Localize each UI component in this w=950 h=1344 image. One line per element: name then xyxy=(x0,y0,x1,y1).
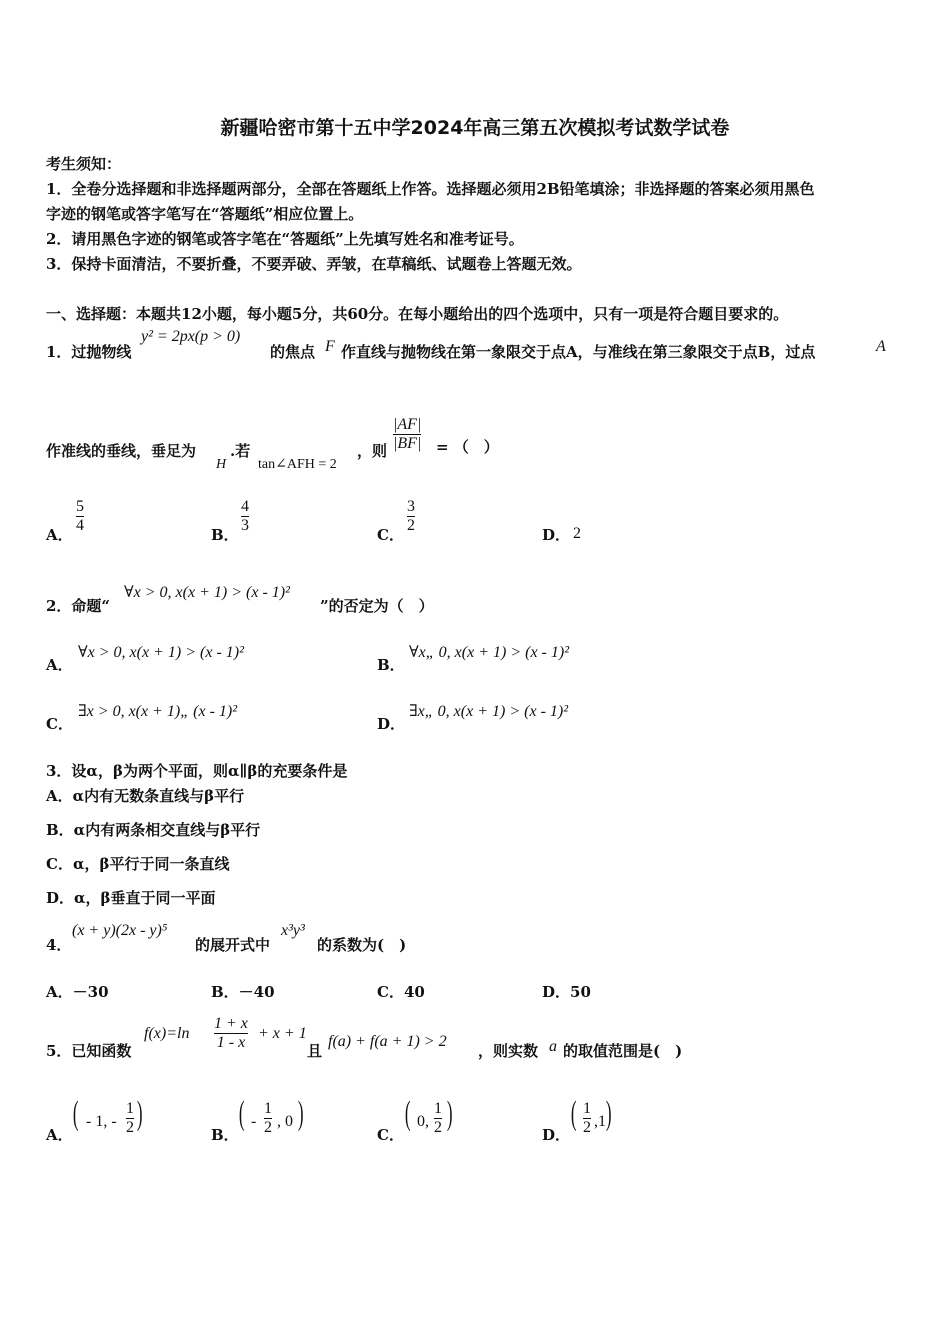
q2-option-B-value: ∀x„ 0, x(x + 1) > (x - 1)² xyxy=(409,644,569,661)
q1-option-C-label: C． xyxy=(377,526,404,544)
q5-condition: f(a) + f(a + 1) > 2 xyxy=(328,1033,447,1050)
notice-item-3: 3．保持卡面清洁，不要折叠，不要弄破、弄皱，在草稿纸、试题卷上答题无效。 xyxy=(46,255,582,273)
q2-option-D-label: D． xyxy=(377,715,406,733)
q2-option-C-label: C． xyxy=(46,715,73,733)
q1-point-A: A xyxy=(876,338,886,355)
q5-suffix: ，则实数 xyxy=(478,1042,539,1060)
q1-line2d: = （ ） xyxy=(436,438,499,456)
q5-suffix2: 的取值范围是( ) xyxy=(563,1042,683,1060)
q1-line2a: 作准线的垂线，垂足为 xyxy=(46,442,197,460)
q1-option-D-value: 2 xyxy=(573,525,581,542)
q5-and: 且 xyxy=(307,1042,323,1060)
q5-option-B-label: B． xyxy=(211,1126,239,1144)
q1-point-H: H xyxy=(216,457,227,472)
q4-option-A: A．－30 xyxy=(46,983,109,1001)
q5-variable-a: a xyxy=(549,1038,557,1055)
notice-item-2: 2．请用黑色字迹的钢笔或答字笔在“答题纸”上先填写姓名和准考证号。 xyxy=(46,230,524,248)
q3-option-A: A．α内有无数条直线与β平行 xyxy=(46,787,245,805)
q5-option-D-label: D． xyxy=(542,1126,571,1144)
q1-line2c: ，则 xyxy=(357,442,388,460)
page-title: 新疆哈密市第十五中学2024年高三第五次模拟考试数学试卷 xyxy=(220,117,730,139)
q5-option-C-label: C． xyxy=(377,1126,404,1144)
q1-text2: 作直线与抛物线在第一象限交于点A，与准线在第三象限交于点B，过点 xyxy=(341,343,816,361)
q2-suffix: ”的否定为（ ） xyxy=(320,597,434,615)
q5-function-right: + x + 1 xyxy=(258,1025,307,1042)
q1-text1: 的焦点 xyxy=(270,343,316,361)
q1-prefix: 1．过抛物线 xyxy=(46,343,132,361)
q3-option-D: D．α，β垂直于同一平面 xyxy=(46,889,216,907)
section-heading: 一、选择题：本题共12小题，每小题5分，共60分。在每小题给出的四个选项中，只有一项是符合题目要求的。 xyxy=(46,305,789,323)
q4-suffix: 的系数为( ) xyxy=(317,936,407,954)
q2-option-A-label: A． xyxy=(46,656,73,674)
notice-heading: 考生须知： xyxy=(46,155,122,173)
q2-option-D-value: ∃x„ 0, x(x + 1) > (x - 1)² xyxy=(409,703,569,720)
q2-proposition: ∀x > 0, x(x + 1) > (x - 1)² xyxy=(124,584,290,601)
q1-option-A-value: 5 4 xyxy=(76,498,84,534)
q4-option-C: C．40 xyxy=(377,983,425,1001)
q1-option-C-value: 3 2 xyxy=(407,498,415,534)
q5-function-fraction: 1 + x 1 - x xyxy=(214,1015,248,1051)
q1-line2b: .若 xyxy=(230,442,251,460)
q4-text: 的展开式中 xyxy=(195,936,271,954)
notice-item-1: 1．全卷分选择题和非选择题两部分，全部在答题纸上作答。选择题必须用2B铅笔填涂；非选择题的答案必须用黑色 xyxy=(46,180,815,198)
q2-option-C-value: ∃x > 0, x(x + 1)„ (x - 1)² xyxy=(78,703,238,720)
q2-option-A-value: ∀x > 0, x(x + 1) > (x - 1)² xyxy=(78,644,244,661)
q4-term: x³y³ xyxy=(281,922,305,939)
q1-focus-F: F xyxy=(325,338,335,355)
q2-option-B-label: B． xyxy=(377,656,405,674)
q3-option-B: B．α内有两条相交直线与β平行 xyxy=(46,821,261,839)
q3-option-C: C．α，β平行于同一条直线 xyxy=(46,855,230,873)
q4-option-D: D．50 xyxy=(542,983,591,1001)
q1-ratio-den: |BF| xyxy=(393,435,422,452)
q1-ratio xyxy=(393,416,421,453)
q1-option-D-label: D． xyxy=(542,526,571,544)
q1-option-B-value: 4 3 xyxy=(241,498,249,534)
q3-stem: 3．设α，β为两个平面，则α∥β的充要条件是 xyxy=(46,762,348,780)
q1-option-A-label: A． xyxy=(46,526,73,544)
q1-ratio-num: |AF| xyxy=(393,416,422,433)
q4-prefix: 4． xyxy=(46,936,72,954)
q5-prefix: 5．已知函数 xyxy=(46,1042,132,1060)
q1-parabola-formula: y² = 2px(p > 0) xyxy=(141,328,241,345)
notice-item-1-cont: 字迹的钢笔或答字笔写在“答题纸”相应位置上。 xyxy=(46,205,364,223)
q2-prefix: 2．命题“ xyxy=(46,597,111,615)
q5-option-A-label: A． xyxy=(46,1126,73,1144)
q4-expression: (x + y)(2x - y)⁵ xyxy=(72,922,168,939)
q1-tan-condition: tan∠AFH = 2 xyxy=(258,457,337,472)
q5-function-left: f(x)=ln xyxy=(144,1025,190,1042)
q1-option-B-label: B． xyxy=(211,526,239,544)
q4-option-B: B．－40 xyxy=(211,983,275,1001)
